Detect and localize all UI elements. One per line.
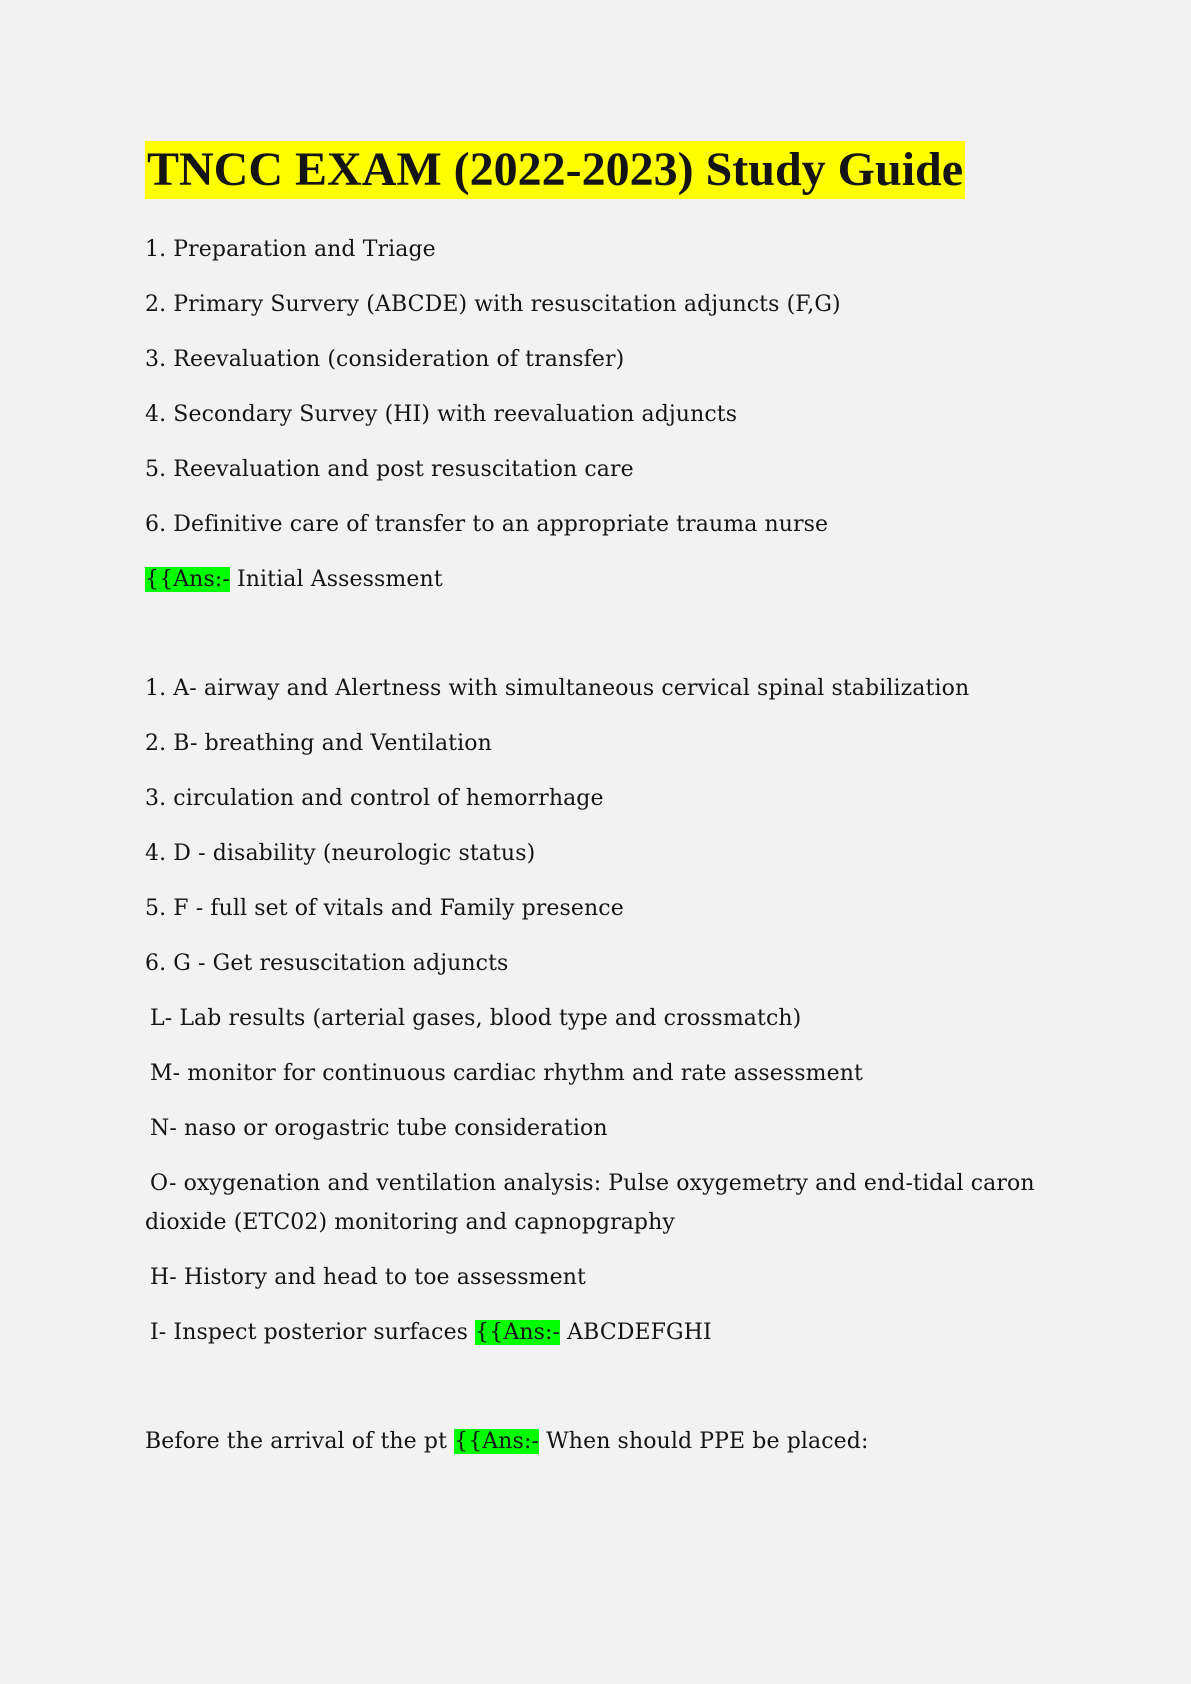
question-text: I- Inspect posterior surfaces xyxy=(150,1320,469,1345)
list-item: M- monitor for continuous cardiac rhythm and rate assessment xyxy=(150,1061,863,1086)
list-item: 5. F - full set of vitals and Family presence xyxy=(145,896,624,921)
answer-text: ABCDEFGHI xyxy=(567,1320,712,1345)
document-title: TNCC EXAM (2022-2023) Study Guide xyxy=(145,141,965,199)
answer-marker: {{Ans:- xyxy=(145,567,230,592)
list-item: 3. circulation and control of hemorrhage xyxy=(145,786,604,811)
list-item: 4. Secondary Survey (HI) with reevaluation adjuncts xyxy=(145,402,738,427)
question-text: Before the arrival of the pt xyxy=(145,1429,448,1454)
list-item: 4. D - disability (neurologic status) xyxy=(145,841,536,866)
list-item: 2. Primary Survery (ABCDE) with resuscitation adjuncts (F,G) xyxy=(145,292,841,317)
list-item: 1. A- airway and Alertness with simultaneous cervical spinal stabilization xyxy=(145,676,970,701)
answer-text: When should PPE be placed: xyxy=(546,1429,869,1454)
list-item: 5. Reevaluation and post resuscitation care xyxy=(145,457,634,482)
answer-text: Initial Assessment xyxy=(236,567,443,592)
list-item: L- Lab results (arterial gases, blood type and crossmatch) xyxy=(150,1006,802,1031)
answer-line xyxy=(145,1428,868,1456)
answer-marker: {{Ans:- xyxy=(454,1429,539,1454)
list-item: 1. Preparation and Triage xyxy=(145,237,436,262)
answer-line xyxy=(145,566,443,594)
list-item: O- oxygenation and ventilation analysis: Pulse oxygemetry and end-tidal caron xyxy=(150,1171,1035,1196)
list-item: 6. G - Get resuscitation adjuncts xyxy=(145,951,509,976)
list-item: 2. B- breathing and Ventilation xyxy=(145,731,492,756)
list-item: N- naso or orogastric tube consideration xyxy=(150,1116,608,1141)
answer-marker: {{Ans:- xyxy=(475,1320,561,1345)
list-item: 3. Reevaluation (consideration of transfer) xyxy=(145,347,625,372)
list-item: dioxide (ETC02) monitoring and capnopgraphy xyxy=(145,1210,675,1235)
answer-line xyxy=(150,1319,712,1347)
list-item: H- History and head to toe assessment xyxy=(150,1265,586,1290)
list-item: 6. Definitive care of transfer to an appropriate trauma nurse xyxy=(145,512,829,537)
